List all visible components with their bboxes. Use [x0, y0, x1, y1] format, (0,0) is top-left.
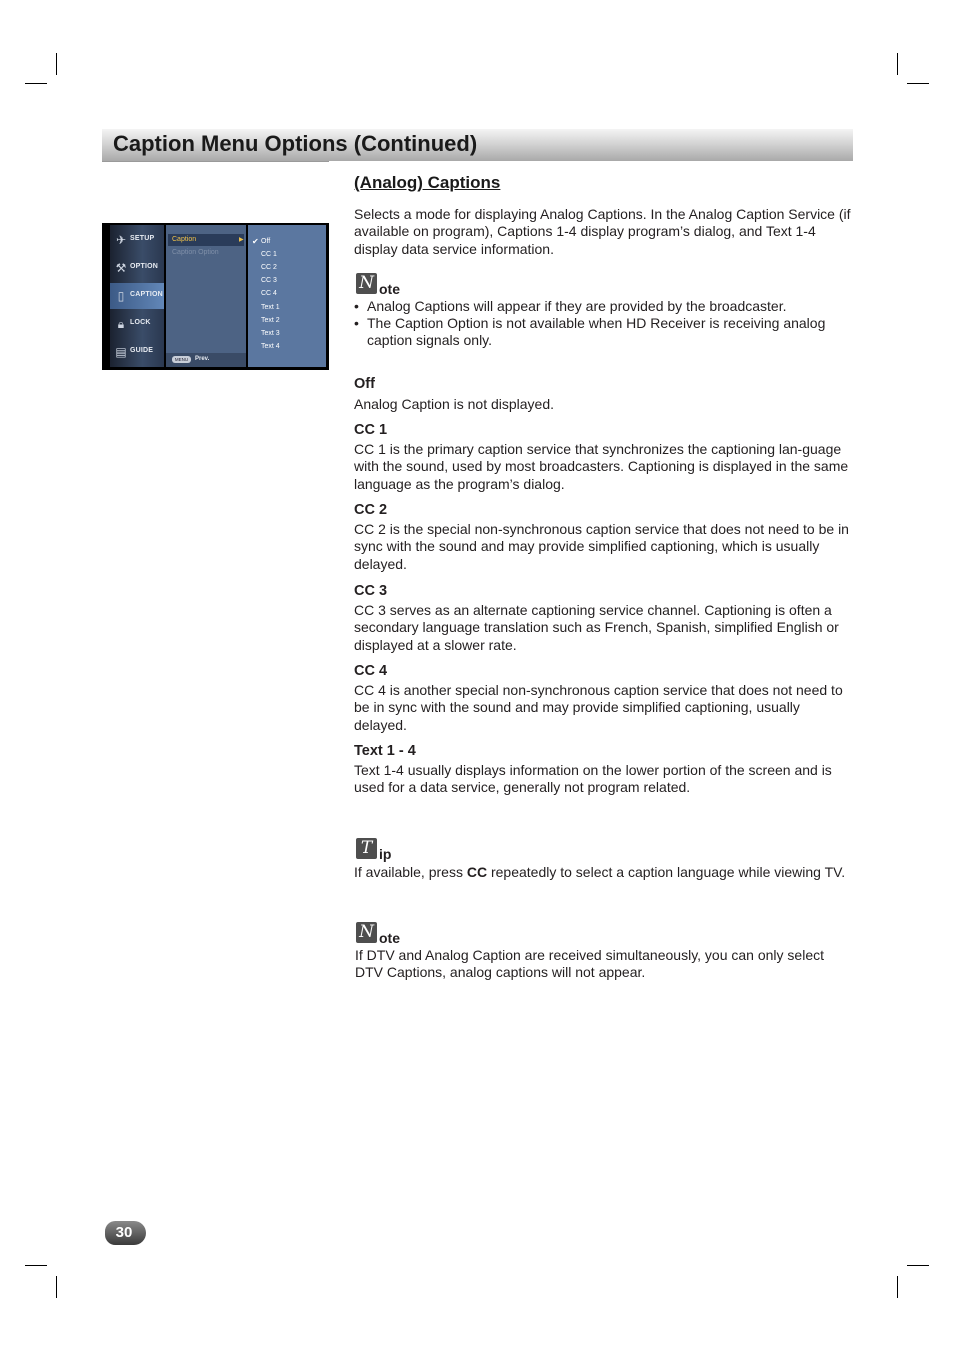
intro-paragraph: Selects a mode for displaying Analog Captions. In the Analog Caption Service (if available on program), Captions 1-4 display program’s dialog, and Text 1-4 display data service information. — [354, 206, 851, 257]
crop-mark — [897, 1276, 898, 1298]
osd-menu-item-lock: 🔒︎ LOCK — [110, 311, 164, 337]
cc-key-label: CC — [466, 864, 488, 880]
osd-menu-item-setup: ✈ SETUP — [115, 233, 155, 247]
osd-option: CC 4 — [261, 290, 277, 297]
note-icon: N — [356, 273, 377, 294]
item-text-cc3: CC 3 serves as an alternate captioning service channel. Captioning is often a secondary language translation such as French, Spanish, simplified English or displayed at a slower rate. — [354, 602, 839, 653]
divider — [102, 161, 329, 162]
item-title-cc1: CC 1 — [354, 422, 388, 438]
satellite-dish-icon: ✈ — [115, 233, 127, 247]
osd-menu-item-guide: ▤ GUIDE — [115, 345, 154, 359]
page-number-badge — [105, 1221, 146, 1245]
crop-mark — [56, 1276, 57, 1298]
wrench-icon: ⚒ — [115, 261, 127, 275]
item-title-off: Off — [354, 376, 375, 392]
item-title-cc2: CC 2 — [354, 502, 388, 518]
note-text: If DTV and Analog Caption are received simultaneously, you can only select DTV Captions, analog captions will not appear. — [355, 947, 824, 981]
page-number: 30 — [115, 1224, 133, 1241]
osd-options-list — [248, 225, 326, 367]
crop-mark — [907, 83, 929, 84]
osd-main-menu — [110, 225, 164, 367]
osd-menu-item-caption: ▯ CAPTION — [110, 283, 164, 309]
item-title-text: Text 1 - 4 — [354, 743, 416, 759]
osd-footer — [166, 353, 246, 367]
crop-mark — [25, 1265, 47, 1266]
note-icon: N — [356, 922, 377, 943]
page-title: Caption Menu Options (Continued) — [113, 131, 478, 156]
triangle-right-icon: ▶ — [239, 237, 244, 243]
osd-option: Text 4 — [261, 343, 280, 350]
osd-prev-label: Prev. — [195, 356, 210, 362]
menu-key-icon: MENU — [172, 356, 191, 363]
tip-text: If available, press CC repeatedly to select a caption language while viewing TV. — [354, 864, 846, 880]
osd-option: CC 2 — [261, 264, 277, 271]
osd-option: Text 3 — [261, 330, 280, 337]
caption-icon: ▯ — [117, 289, 125, 303]
osd-option: CC 1 — [261, 251, 277, 258]
caption-menu-screenshot — [102, 223, 329, 370]
guide-icon: ▤ — [115, 345, 127, 359]
item-title-cc3: CC 3 — [354, 583, 388, 599]
crop-mark — [25, 83, 47, 84]
osd-option: Text 2 — [261, 317, 280, 324]
item-text-cc2: CC 2 is the special non-synchronous caption service that does not need to be in sync with the sound and may provide simplified captioning, which is usually delayed. — [354, 521, 849, 572]
section-header-bar — [102, 129, 853, 161]
crop-mark — [897, 53, 898, 75]
item-text-cc4: CC 4 is another special non-synchronous caption service that does not need to be in sync with the sound and may provide simplified captioning, usually delayed. — [354, 682, 843, 733]
lock-icon: 🔒︎ — [117, 317, 125, 331]
item-title-cc4: CC 4 — [354, 663, 388, 679]
crop-mark — [907, 1265, 929, 1266]
tip-icon: T — [356, 838, 377, 859]
osd-submenu-caption: Caption — [172, 236, 197, 243]
osd-submenu-caption-option: Caption Option — [172, 249, 219, 256]
osd-option: Text 1 — [261, 304, 280, 311]
item-text-off: Analog Caption is not displayed. — [354, 396, 555, 412]
tip-label: ip — [379, 846, 392, 862]
checkmark-icon: ✔ — [252, 237, 259, 246]
osd-menu-item-option: ⚒ OPTION — [115, 261, 159, 275]
section-title: (Analog) Captions — [354, 173, 501, 192]
item-text-cc1: CC 1 is the primary caption service that synchronizes the captioning lan-guage with the sound, used by most broadcasters. Captioning is displayed in the same language as the program’s dialog. — [354, 441, 849, 492]
crop-mark — [56, 53, 57, 75]
osd-option: CC 3 — [261, 277, 277, 284]
osd-submenu — [166, 225, 246, 367]
note-label: ote — [379, 930, 400, 946]
note-label: ote — [379, 281, 400, 297]
osd-option: Off — [261, 238, 271, 245]
item-text-text: Text 1-4 usually displays information on the lower portion of the screen and is used for a data service, generally not program related. — [354, 762, 832, 796]
